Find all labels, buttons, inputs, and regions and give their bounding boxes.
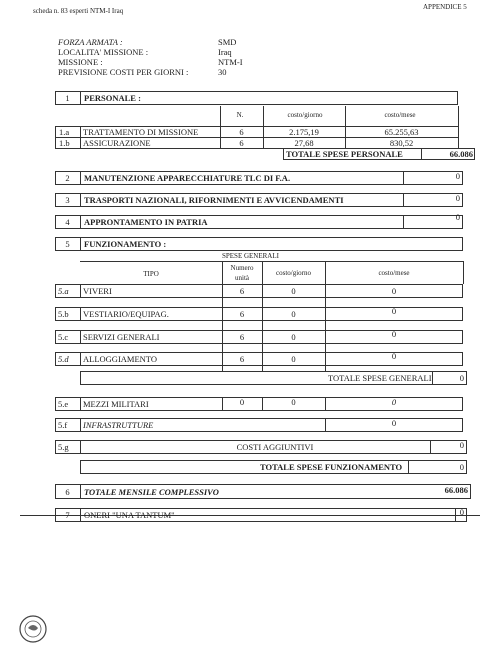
total-spese-generali-label: TOTALE SPESE GENERALI <box>328 373 432 383</box>
totale-mensile-value: 66.086 <box>444 485 468 495</box>
personale-row-id: 1.b <box>59 138 70 148</box>
mezzi-militari-id: 5.e <box>58 399 69 409</box>
personale-num: 1 <box>65 93 70 103</box>
infrastrutture-desc: INFRASTRUTTURE <box>83 420 154 430</box>
funz-row-n: 6 <box>239 286 245 296</box>
costi-aggiuntivi-value: 0 <box>459 440 464 450</box>
funz-row-n: 6 <box>239 332 245 342</box>
oneri-num: 7 <box>65 510 70 520</box>
funz-col-units-1: Numero <box>230 264 254 272</box>
meta-value-forza: SMD <box>218 37 237 47</box>
section-4-value: 0 <box>455 212 460 222</box>
funz-row-month: 0 <box>391 351 397 361</box>
funz-row-id: 5.b <box>58 309 69 319</box>
funz-row-day: 0 <box>291 309 296 319</box>
totale-mensile-label: TOTALE MENSILE COMPLESSIVO <box>84 487 219 497</box>
meta-label-forza: FORZA ARMATA : <box>58 37 123 47</box>
mezzi-militari-month: 0 <box>391 397 397 407</box>
personale-row-desc: ASSICURAZIONE <box>83 138 151 148</box>
funz-row-day: 0 <box>291 286 296 296</box>
funz-row-day: 0 <box>291 354 296 364</box>
meta-label-missione: MISSIONE : <box>58 57 103 67</box>
oneri-value: 0 <box>459 507 464 517</box>
funz-col-units-2: unità <box>235 274 249 282</box>
total-funzionamento-value: 0 <box>459 462 464 472</box>
funz-row-desc: VIVERI <box>83 286 112 296</box>
personale-row-day: 27,68 <box>294 138 314 148</box>
funzionamento-title: FUNZIONAMENTO : <box>84 239 167 249</box>
personale-col-day: costo/giorno <box>287 111 323 119</box>
section-3-value: 0 <box>455 193 460 203</box>
funz-row-n: 6 <box>239 354 245 364</box>
personale-total-label: TOTALE SPESE PERSONALE <box>286 149 403 159</box>
funz-row-day: 0 <box>291 332 296 342</box>
seal-stamp <box>18 614 48 644</box>
funz-row-month: 0 <box>391 286 397 296</box>
total-funzionamento-label: TOTALE SPESE FUNZIONAMENTO <box>260 462 403 472</box>
section-2-title: MANUTENZIONE APPARECCHIATURE TLC DI F.A. <box>84 173 291 183</box>
section-4-title: APPRONTAMENTO IN PATRIA <box>84 217 208 227</box>
meta-value-localita: Iraq <box>218 47 232 57</box>
costi-aggiuntivi-id: 5.g <box>58 442 69 452</box>
costi-aggiuntivi-desc: COSTI AGGIUNTIVI <box>236 442 314 452</box>
personale-row-desc: TRATTAMENTO DI MISSIONE <box>83 127 199 137</box>
funz-row-desc: VESTIARIO/EQUIPAG. <box>83 309 169 319</box>
personale-row-month: 830,52 <box>389 138 414 148</box>
personale-total-value: 66.086 <box>449 149 473 159</box>
funz-col-month: costo/mese <box>378 269 410 277</box>
personale-row-id: 1.a <box>59 127 70 137</box>
section-3-num: 3 <box>65 195 70 205</box>
funz-row-id: 5.d <box>58 354 69 364</box>
total-spese-generali-value: 0 <box>459 373 464 383</box>
totale-mensile-num: 6 <box>65 487 70 497</box>
personale-row-n: 6 <box>239 127 244 137</box>
section-3-title: TRASPORTI NAZIONALI, RIFORNIMENTI E AVVICENDAMENTI <box>84 195 344 205</box>
doc-header-right: APPENDICE 5 <box>423 3 467 11</box>
funz-row-month: 0 <box>391 329 397 339</box>
funz-row-month: 0 <box>391 306 397 316</box>
funz-col-day: costo/giorno <box>276 269 311 277</box>
funzionamento-subtitle: SPESE GENERALI <box>222 252 279 260</box>
section-2-value: 0 <box>455 171 460 181</box>
funz-col-tipo: TIPO <box>143 270 159 278</box>
meta-label-giorni: PREVISIONE COSTI PER GIORNI : <box>58 67 189 77</box>
meta-label-localita: LOCALITA' MISSIONE : <box>58 47 149 57</box>
section-4-num: 4 <box>65 217 70 227</box>
infrastrutture-month: 0 <box>391 418 397 428</box>
funz-row-id: 5.a <box>58 286 69 296</box>
oneri-label: ONERI "UNA TANTUM" <box>84 510 175 520</box>
personale-col-month: costo/mese <box>384 111 416 119</box>
funz-row-n: 6 <box>239 309 245 319</box>
mezzi-militari-n: 0 <box>239 397 245 407</box>
infrastrutture-id: 5.f <box>58 420 68 430</box>
mezzi-militari-day: 0 <box>291 397 296 407</box>
section-2-num: 2 <box>65 173 70 183</box>
doc-header-left: scheda n. 83 esperti NTM-I Iraq <box>33 7 124 15</box>
funz-row-desc: ALLOGGIAMENTO <box>83 354 157 364</box>
mezzi-militari-desc: MEZZI MILITARI <box>83 399 149 409</box>
funz-row-id: 5.c <box>58 332 69 342</box>
meta-value-missione: NTM-I <box>218 57 243 67</box>
personale-row-n: 6 <box>239 138 244 148</box>
personale-row-day: 2.175,19 <box>289 127 319 137</box>
meta-value-giorni: 30 <box>218 67 227 77</box>
personale-row-month: 65.255,63 <box>384 127 419 137</box>
personale-col-n: N. <box>236 111 244 119</box>
funz-row-desc: SERVIZI GENERALI <box>83 332 160 342</box>
personale-title: PERSONALE : <box>84 93 141 103</box>
funzionamento-num: 5 <box>65 239 70 249</box>
